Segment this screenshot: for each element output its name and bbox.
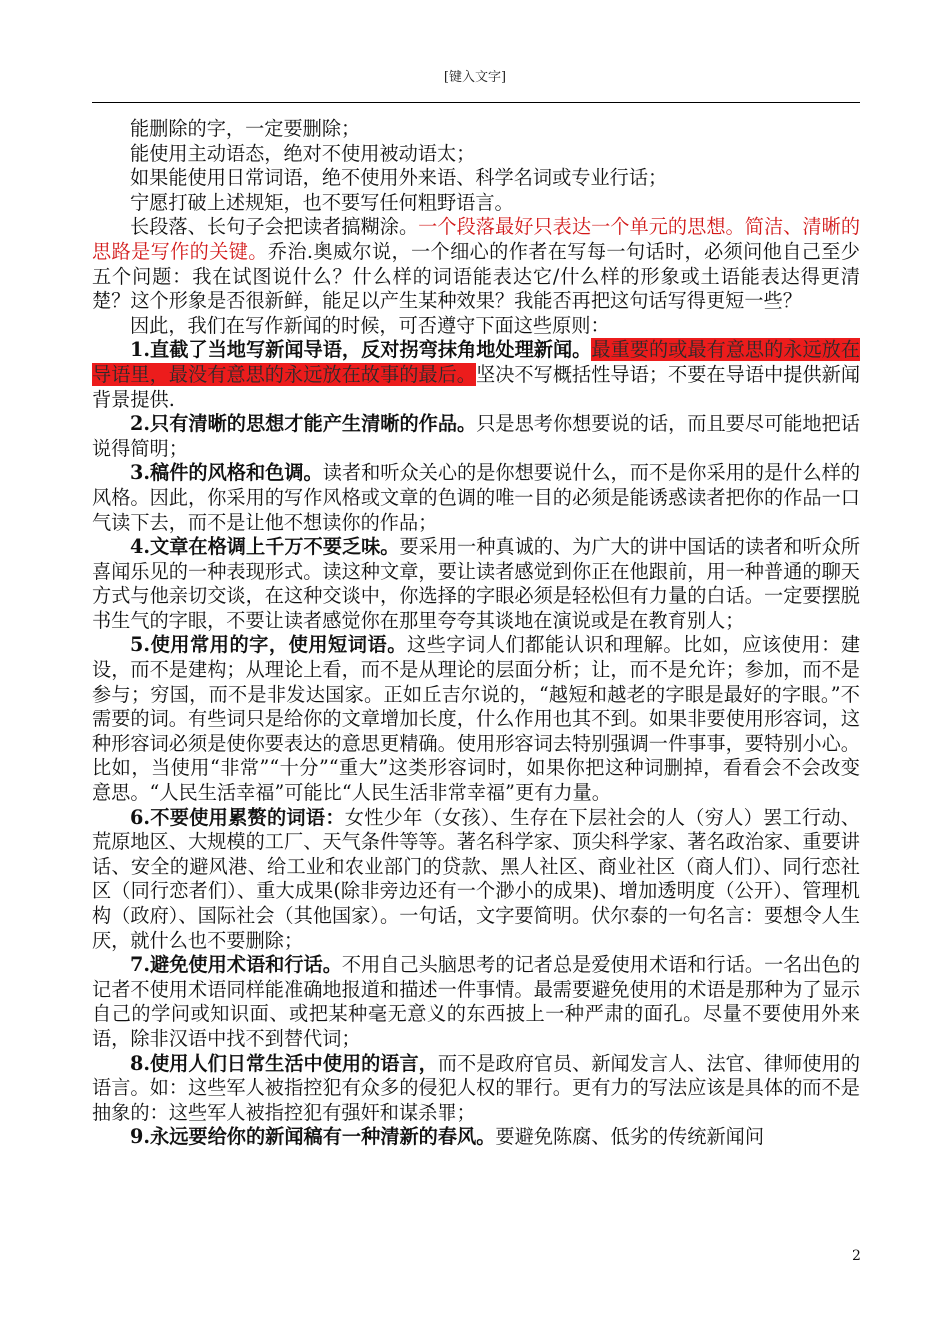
principle-5 [92,633,860,805]
principle-text: 而不是政府官员、新闻发言人、法官、律师使用的语言。如：这些军人被指控犯有众多的侵犯人权的罪行。更有力的写法应该是具体的而不是抽象的：这些军人被指控犯有强奸和谋杀罪； [92,1051,861,1124]
header-rule [92,102,860,103]
red-emphasis: 一个段落最好只表达一个单元的思想。简洁、清晰的思路是写作的关键。 [92,215,861,263]
page-number: 2 [852,1248,861,1264]
principle-heading: 6.不要使用累赘的词语： [130,805,345,829]
principle-6 [92,806,860,954]
document-body [92,117,860,1150]
principle-7 [92,953,860,1051]
principle-text: 不用自己头脑思考的记者总是爱使用术语和行话。一名出色的记者不使用术语同样能准确地报道和描述一件事情。最需要避免使用的术语是那种为了显示自己的学问或知识面、或把某种毫无意义的东西披上一种严肃的面孔。尽量不要使用外来语，除非汉语中找不到替代词； [92,953,861,1050]
principle-heading: 7.避免使用术语和行话。 [130,953,342,977]
principle-1 [92,338,860,412]
rule-line: 能使用主动语态，绝对不使用被动语太； [130,141,476,165]
orwell-rest: 乔治.奥威尔说，一个细心的作者在写每一句话时，必须问他自己至少五个问题：我在试图说什么？什么样的词语能表达它/什么样的形象或土语能表达得更清楚？这个形象是否很新鲜，能足以产生某种效果？我能否再把这句话写得更短一些？ [92,239,860,313]
rule-line: 如果能使用日常词语，绝不使用外来语、科学名词或专业行话； [130,166,668,190]
principle-heading: 5.使用常用的字，使用短词语。 [130,633,407,657]
principle-4 [92,535,860,633]
principle-heading: 3.稿件的风格和色调。 [130,461,323,485]
highlighted-text: 最重要的或最有意思的永远放在导语里，最没有意思的永远放在故事的最后。 [92,338,861,386]
principle-heading: 8.使用人们日常生活中使用的语言， [130,1051,438,1075]
principle-text: 女性少年（女孩）、生存在下层社会的人（穷人）罢工行动、荒原地区、大规模的工厂、天气条件等等。著名科学家、顶尖科学家、著名政治家、重要讲话、安全的避风港、给工业和农业部门的贷款、黑人社区、商业社区（商人们）、同行恋社区（同行恋者们）、重大成果(除非旁边还有一个渺小的成果)、增加透明度（公开）、管理机构（政府）、国际社会（其他国家）。一句话，文字要简明。伏尔泰的一句名言：要想令人生厌，就什么也不要删除； [92,805,861,952]
orwell-lead: 长段落、长句子会把读者搞糊涂。 [130,215,419,239]
principle-text: 要避免陈腐、低劣的传统新闻问 [495,1125,765,1149]
principle-text: 这些字词人们都能认识和理解。比如，应该使用：建设，而不是建构；从理论上看，而不是从理论的层面分析；让，而不是允许；参加，而不是参与；穷国，而不是非发达国家。正如丘吉尔说的，“越短和越老的字眼是最好的字眼。”不需要的词。有些词只是给你的文章增加长度，什么作用也其不到。如果非要使用形容词，这种形容词必须是使你要表达的意思更精确。使用形容词去特别强调一件事事，要特别小心。比如，当使用“非常”“十分”“重大”这类形容词时，如果你把这种词删掉，看看会不会改变意思。“人民生活幸福”可能比“人民生活非常幸福”更有力量。 [92,633,861,805]
principle-heading: 1.直截了当地写新闻导语，反对拐弯抹角地处理新闻。 [130,338,592,362]
page-header: [键入文字] [443,70,507,85]
principle-9 [92,1125,860,1150]
principle-text: 要采用一种真诚的、为广大的讲中国话的读者和听众所喜闻乐见的一种表现形式。读这种文章，要让读者感觉到你正在他跟前，用一种普通的聊天方式与他亲切交谈，在这种交谈中，你选择的字眼必须是轻松但有力量的白话。一定要摆脱书生气的字眼，不要让读者感觉你在那里夸夸其谈地在演说或是在教育别人； [92,535,861,632]
principle-heading: 4.文章在格调上千万不要乏味。 [130,535,400,559]
principle-text: 读者和听众关心的是你想要说什么，而不是你采用的是什么样的风格。因此，你采用的写作风格或文章的色调的唯一目的必须是能诱惑读者把你的作品一口气读下去，而不是让他不想读你的作品； [92,461,861,534]
principle-text: 只是思考你想要说的话，而且要尽可能地把话说得简明； [92,412,860,460]
orwell-paragraph [92,215,860,313]
rule-line: 宁愿打破上述规矩，也不要写任何粗野语言。 [130,190,514,214]
principle-3 [92,461,860,535]
principle-8 [92,1052,860,1126]
principle-heading: 2.只有清晰的思想才能产生清晰的作品。 [130,412,477,436]
principle-text: 坚决不写概括性导语；不要在导语中提供新闻背景提供. [92,362,861,411]
rule-line: 能删除的字，一定要删除； [130,117,361,140]
principles-intro: 因此，我们在写作新闻的时候，可否遵守下面这些原则： [130,313,610,337]
principle-2 [92,412,860,461]
principle-heading: 9.永远要给你的新闻稿有一种清新的春风。 [130,1125,496,1149]
